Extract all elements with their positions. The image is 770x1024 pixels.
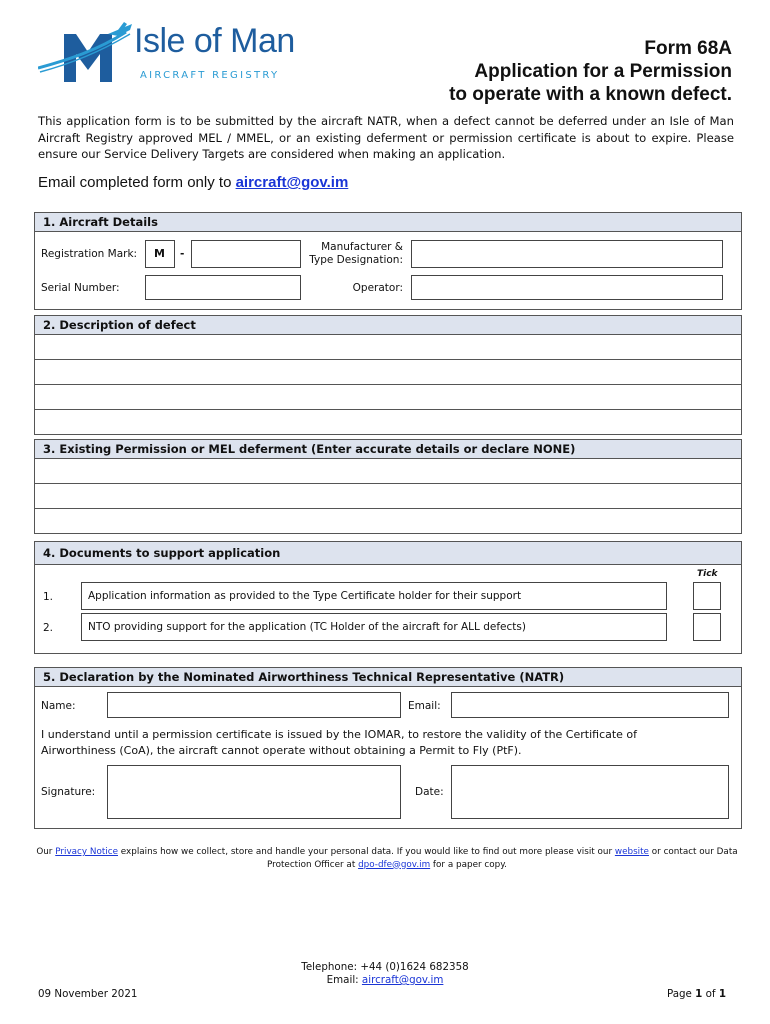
natr-email-input[interactable] xyxy=(451,692,729,718)
privacy-text: for a paper copy. xyxy=(430,859,507,870)
contact-email-link[interactable]: aircraft@gov.im xyxy=(361,974,444,986)
registration-label: Registration Mark: xyxy=(41,248,138,260)
section-description-of-defect xyxy=(34,315,742,435)
manufacturer-label-line1: Manufacturer & xyxy=(321,241,403,253)
intro-paragraph: This application form is to be submitted by the aircraft NATR, when a defect cannot be deferred under an Isle of Man Aircraft Registry approved MEL / MMEL, or an existing deferment or permission certificate is about to expire. Please ensure our Service Delivery Targets are considered when making an application. xyxy=(38,114,734,161)
natr-name-input[interactable] xyxy=(107,692,401,718)
form-number: Form 68A xyxy=(644,38,732,59)
page-number xyxy=(667,988,726,1000)
telephone: Telephone: +44 (0)1624 682358 xyxy=(301,961,469,973)
logo-subtitle: AIRCRAFT REGISTRY xyxy=(140,70,280,81)
registration-mark-input[interactable] xyxy=(191,240,301,268)
permission-line-1[interactable] xyxy=(35,459,741,484)
privacy-notice xyxy=(34,846,740,871)
registration-prefix-field: M xyxy=(145,240,175,268)
date-label: Date: xyxy=(415,786,444,798)
dpo-email-link[interactable]: dpo-dfe@gov.im xyxy=(358,859,431,870)
page-label: Page xyxy=(666,988,696,1000)
manufacturer-input[interactable] xyxy=(411,240,723,268)
permission-line-3[interactable] xyxy=(35,509,741,533)
operator-input[interactable] xyxy=(411,275,723,300)
document-item-2: NTO providing support for the application (TC Holder of the aircraft for ALL defects) xyxy=(81,613,667,641)
email-instruction xyxy=(38,174,348,191)
defect-line-4[interactable] xyxy=(35,410,741,434)
defect-line-3[interactable] xyxy=(35,385,741,410)
tick-column-label: Tick xyxy=(697,569,718,579)
name-label: Name: xyxy=(41,700,76,712)
contact-email-label: Email: xyxy=(326,974,362,986)
section-aircraft-details xyxy=(34,212,742,310)
document-item-1: Application information as provided to the Type Certificate holder for their support xyxy=(81,582,667,610)
serial-number-input[interactable] xyxy=(145,275,301,300)
registry-logo-mark-icon xyxy=(38,20,134,86)
privacy-notice-link[interactable]: Privacy Notice xyxy=(55,847,118,857)
section-heading: 4. Documents to support application xyxy=(35,542,741,565)
date-input[interactable] xyxy=(451,765,729,819)
form-title-line1: Application for a Permission xyxy=(474,61,732,82)
document-item-1-tick-box[interactable] xyxy=(693,582,721,610)
document-item-2-tick-box[interactable] xyxy=(693,613,721,641)
page-current: 1 xyxy=(695,988,703,1000)
section-supporting-documents xyxy=(34,541,742,654)
signature-label: Signature: xyxy=(41,786,96,798)
website-link[interactable]: website xyxy=(614,847,649,857)
serial-label: Serial Number: xyxy=(41,282,120,294)
email-label: Email: xyxy=(408,700,441,712)
aircraft-email-link[interactable]: aircraft@gov.im xyxy=(235,174,349,191)
contact-email xyxy=(0,974,770,987)
defect-line-2[interactable] xyxy=(35,360,741,385)
privacy-text: explains how we collect, store and handle your personal data. If you would like to find out more please visit our xyxy=(118,847,615,857)
form-title-line2: to operate with a known defect. xyxy=(449,84,732,105)
defect-line-1[interactable] xyxy=(35,335,741,360)
section-heading: 3. Existing Permission or MEL deferment (Enter accurate details or declare NONE) xyxy=(35,440,741,459)
permission-line-2[interactable] xyxy=(35,484,741,509)
contact-info xyxy=(0,961,770,987)
operator-label: Operator: xyxy=(352,282,403,294)
section-heading: 2. Description of defect xyxy=(35,316,741,335)
form-title xyxy=(449,60,732,106)
privacy-text: or contact our Data Protection Officer at xyxy=(267,847,738,870)
section-heading: 1. Aircraft Details xyxy=(35,213,741,232)
page-of: of xyxy=(702,988,719,1000)
declaration-statement: I understand until a permission certificate is issued by the IOMAR, to restore the validity of the Certificate of Airworthiness (CoA), the aircraft cannot operate without obtaining a Permit to Fly (PtF). xyxy=(41,728,638,757)
document-item-number: 1. xyxy=(43,591,54,603)
section-heading: 5. Declaration by the Nominated Airworthiness Technical Representative (NATR) xyxy=(35,668,741,687)
privacy-text: Our xyxy=(36,847,56,857)
section-natr-declaration xyxy=(34,667,742,829)
registration-dash: - xyxy=(180,248,185,260)
signature-box[interactable] xyxy=(107,765,401,819)
document-date: 09 November 2021 xyxy=(38,988,138,1000)
page-total: 1 xyxy=(718,988,726,1000)
document-item-number: 2. xyxy=(43,622,54,634)
manufacturer-label-line2: Type Designation: xyxy=(309,254,403,266)
logo-name: Isle of Man xyxy=(134,22,295,60)
isle-of-man-logo xyxy=(38,20,295,86)
section-existing-permission xyxy=(34,439,742,534)
email-instruction-text: Email completed form only to xyxy=(38,174,236,191)
manufacturer-label xyxy=(307,241,403,267)
